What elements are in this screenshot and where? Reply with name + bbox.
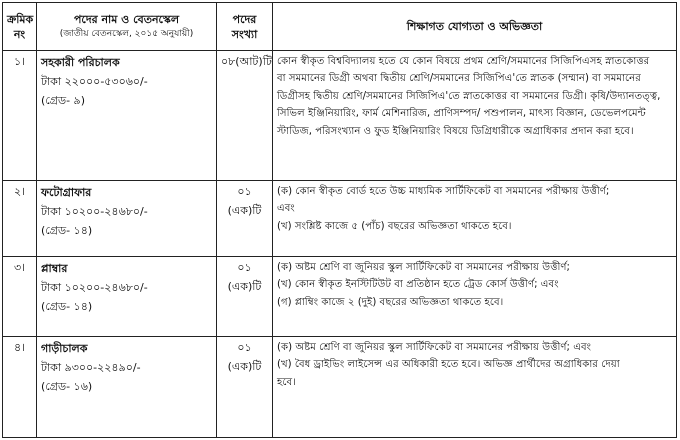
post-cell (37, 257, 217, 337)
header-row (3, 3, 677, 51)
qualification-cell (273, 257, 677, 337)
table-row (3, 181, 677, 257)
header-post-subtitle: (জাতীয় বেতনস্কেল, ২০১৫ অনুযায়ী) (59, 28, 194, 39)
post-cell (37, 51, 217, 181)
header-post-label: পদের নাম ও বেতনস্কেল (73, 12, 180, 26)
post-title: প্লাম্বার (41, 262, 68, 275)
post-count: ০১ (এক)টি (217, 337, 273, 438)
recruitment-table (2, 2, 677, 438)
qualification-line: কোন স্বীকৃত বিশ্ববিদ্যালয় হতে যে কোন বিষয়ে প্রথম শ্রেণি/সমমানের সিজিপিএসহ স্নাতকোত্তর (277, 56, 650, 67)
serial-cell: ৩। (3, 257, 37, 337)
qualification-cell (273, 181, 677, 257)
qualification-line: (খ) কোন স্বীকৃত ইনস্টিটিউট বা প্রতিষ্ঠান হতে ট্রেড কোর্স উত্তীর্ণ; এবং (277, 279, 559, 291)
post-cell (37, 337, 217, 438)
pay-scale: টাকা ১০২০০-২৪৬৮০/- (41, 281, 148, 294)
qualification-line: সিভিল ইঞ্জিনিয়ারিং, ফার্ম মেশিনারিজ, প্রাণিসম্পদ/ পশুপালন, মাৎস্য বিজ্ঞান, ডেভেলপমেন্ট (277, 108, 646, 120)
qualification-cell (273, 51, 677, 181)
post-count: ০১ (এক)টি (217, 257, 273, 337)
pay-grade: (গ্রেড- ১৪) (41, 300, 93, 313)
post-title: সহকারী পরিচালক (41, 56, 120, 69)
qualification-line: ডিগ্রীসহ দ্বিতীয় শ্রেণি/সমমানের সিজিপিএ'তে স্নাতকোত্তর বা সমমানের ডিগ্রী। কৃষি/উদ্যানতত্ত্ব, (277, 90, 661, 102)
post-title: গাড়ীচালক (41, 342, 88, 355)
pay-grade: (গ্রেড- ১৪) (41, 224, 93, 237)
qualification-line: (ক) অষ্টম শ্রেণি বা জুনিয়র স্কুল সার্টিফিকেট বা সমমানের পরীক্ষায় উত্তীর্ণ; (277, 262, 570, 273)
pay-scale: টাকা ২২০০০-৫৩০৬০/- (41, 75, 148, 88)
qualification-line: স্টাডিজ, পরিসংখ্যান ও ফুড ইঞ্জিনিয়ারিং বিষয়ে ডিগ্রিধারীকে অগ্রাধিকার প্রদান করা হবে। (277, 125, 634, 137)
qualification-cell (273, 337, 677, 438)
pay-scale: টাকা ৯৩০০-২২৪৯০/- (41, 361, 141, 374)
pay-grade: (গ্রেড- ৯) (41, 94, 85, 107)
post-count: ০১ (এক)টি (217, 181, 273, 257)
qualification-line: বা সমমানের ডিগ্রী অথবা দ্বিতীয় শ্রেণি/সমমানের সিজিপিএ'তে স্নাতক (সম্মান) বা সমমানের (277, 73, 641, 85)
pay-scale: টাকা ১০২০০-২৪৬৮০/- (41, 205, 148, 218)
serial-cell: ১। (3, 51, 37, 181)
qualification-line: (ক) অষ্টম শ্রেণি বা জুনিয়র স্কুল সার্টিফিকেট বা সমমানের পরীক্ষায় উত্তীর্ণ; এবং (277, 342, 592, 353)
post-cell (37, 181, 217, 257)
qualification-line: (ক) কোন স্বীকৃত বোর্ড হতে উচ্চ মাধ্যমিক সার্টিফিকেট বা সমমানের পরীক্ষায় উত্তীর্ণ; (277, 186, 610, 197)
qualification-line: (খ) বৈধ ড্রাইভিং লাইসেন্স এর অধিকারী হতে হবে। অভিজ্ঞ প্রার্থীদের অগ্রাধিকার দেয়া (277, 359, 620, 371)
serial-cell: ২। (3, 181, 37, 257)
qualification-line: (খ) সংশ্লিষ্ট কাজে ৫ (পাঁচ) বছরের অভিজ্ঞতা থাকতে হবে। (277, 220, 512, 232)
table-row (3, 257, 677, 337)
post-count: ০৮(আট)টি (217, 51, 273, 181)
header-serial: ক্রমিক নং (3, 3, 37, 51)
table-row (3, 337, 677, 438)
qualification-line: হবে। (277, 376, 296, 388)
post-title: ফটোগ্রাফার (41, 186, 92, 199)
qualification-line: (গ) প্লাম্বিং কাজে ২ (দুই) বছরের অভিজ্ঞতা থাকতে হবে। (277, 296, 504, 308)
qualification-line: এবং (277, 203, 295, 215)
table-row (3, 51, 677, 181)
header-count: পদের সংখ্যা (217, 3, 273, 51)
pay-grade: (গ্রেড- ১৬) (41, 380, 93, 393)
header-qualification: শিক্ষাগত যোগ্যতা ও অভিজ্ঞতা (273, 3, 677, 51)
serial-cell: ৪। (3, 337, 37, 438)
header-post (37, 3, 217, 51)
